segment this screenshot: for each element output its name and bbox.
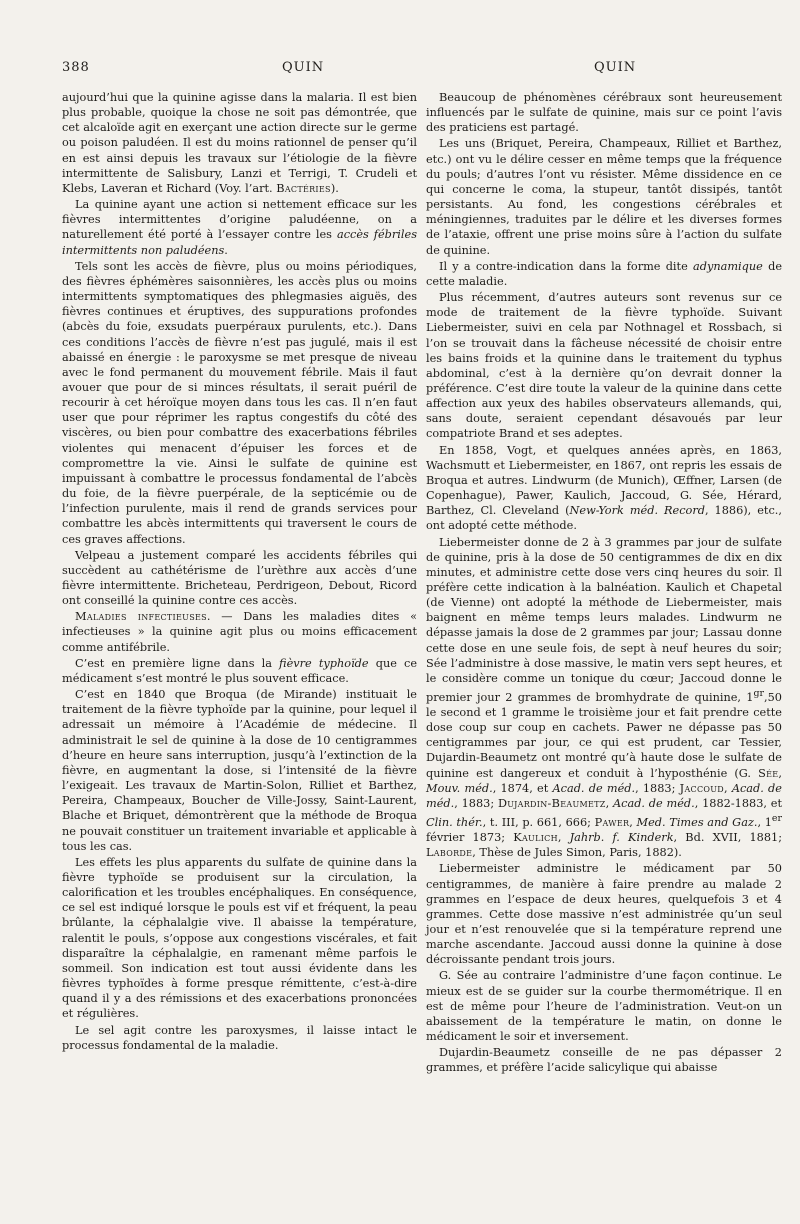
paragraph: Tels sont les accès de fièvre, plus ou moins périodiques, des fièvres éphémères saisonnières, les accès plus ou moins intermittents symptomatiques des phlegmasies aiguës, des fièvres continues et éruptives, des suppurations profondes (abcès du foie, exsudats puerpéraux purulents, etc.). Dans ces conditions l’accès de fièvre n’est pas jugulé, mais il est abaissé en énergie : le paroxysme se met presque de niveau avec le fond permanent du mouvement fébrile. Mais il faut avouer que pour de si minces résultats, il serait puéril de recourir à cet héroïque moyen dans tous les cas. Il n’en faut user que pour réprimer les raptus congestifs du côté des viscères, ou bien pour combattre des exacerbations fébriles violentes qui menacent d’épuiser les forces et de compromettre la vie. Ainsi le sulfate de quinine est impuissant à combattre le processus fondamental de l’abcès du foie, de la fièvre puerpérale, de la septicémie ou de l’infection purulente, mais il rend de grands services pour combattre les abcès intermittents qui traversent le cours de ces graves affections. <box>62 259 417 546</box>
page-number: 388 <box>62 60 90 75</box>
paragraph: Velpeau a justement comparé les accidents fébriles qui succèdent au cathétérisme de l’urèthre aux accès d’une fièvre intermittente. Bricheteau, Perdrigeon, Debout, Ricord ont conseillé la quinine contre ces accès. <box>62 548 417 608</box>
paragraph: Liebermeister administre le médicament par 50 centigrammes, de manière à faire prendre au malade 2 grammes en l’espace de deux heures, quelquefois 3 et 4 grammes. Cette dose massive n’est administrée qu’un seul jour et n’est renouvelée que si la température reprend une marche ascendante. Jaccoud aussi donne la quinine à dose décroissante pendant trois jours. <box>426 862 782 967</box>
paragraph: Liebermeister donne de 2 à 3 grammes par jour de sulfate de quinine, pris à la dose de 50 centigrammes de dix en dix minutes, et administre cette dose vers cinq heures du soir. Il préfère cette indication à la balnéation. Kaulich et Chapetal (de Vienne) ont adopté la méthode de Liebermeister, mais baignent en même temps leurs malades. Lindwurm ne dépasse jamais la dose de 2 grammes par jour; Lassau donne cette dose en une seule fois, de sept à neuf heures du soir; Sée l’administre à dose massive, le matin vers sept heures, et le considère comme un tonique du cœur; Jaccoud donne le premier jour 2 grammes de bromhydrate de quinine, $1^{gr},50$ le second et 1 gramme le troisième jour et fait prendre cette dose coup sur coup en cachets. Pawer ne dépasse pas 50 centigrammes par jour, ce qui est prudent, car Tessier, Dujardin-Beaumetz ont montré qu’à haute dose le sulfate de quinine est dangereux et conduit à l’hyposthénie (G. Sée, Mouv. méd., 1874, et Acad. de méd., 1883; Jaccoud, Acad. de méd., 1883; Dujardin-Beaumetz, Acad. de méd., 1882-1883, et Clin. thér., t. III, p. 661, 666; Pawer, Med. Times and Gaz., 1er février 1873; Kaulich, Jahrb. f. Kinderk, Bd. XVII, 1881; Laborde, Thèse de Jules Simon, Paris, 1882). <box>426 535 782 860</box>
paragraph: C’est en 1840 que Broqua (de Mirande) instituait le traitement de la fièvre typhoïde par la quinine, pour lequel il adressait un mémoire à l’Académie de médecine. Il administrait le sel de quinine à la dose de 10 centigrammes d’heure en heure sans interruption, jusqu’à l’extinction de la fièvre, en augmentant la dose, si l’intensité de la fièvre l’exigeait. Les travaux de Martin-Solon, Rilliet et Barthez, Pereira, Champeaux, Boucher de Ville-Jossy, Saint-Laurent, Blache et Briquet, démontrèrent que la méthode de Broqua ne pouvait constituer un traitement invariable et applicable à tous les cas. <box>62 688 417 853</box>
left-text-column <box>62 90 417 1053</box>
paragraph: G. Sée au contraire l’administre d’une façon continue. Le mieux est de se guider sur la courbe thermométrique. Il en est de même pour l’heure de l’administration. Veut-on un abaissement de la température le matin, on donne le médicament le soir et inversement. <box>426 969 782 1044</box>
paragraph: En 1858, Vogt, et quelques années après, en 1863, Wachsmutt et Liebermeister, en 1867, ont repris les essais de Broqua et autres. Lindwurm (de Munich), Œffner, Larsen (de Copenhague), Pawer, Kaulich, Jaccoud, G. Sée, Hérard, Barthez, Cl. Cleveland (New-York méd. Record, 1886), etc., ont adopté cette méthode. <box>426 443 782 533</box>
paragraph: Le sel agit contre les paroxysmes, il laisse intact le processus fondamental de la maladie. <box>62 1023 417 1052</box>
right-running-title: QUIN <box>594 60 637 75</box>
paragraph: Il y a contre-indication dans la forme dite adynamique de cette maladie. <box>426 259 783 288</box>
paragraph: Les uns (Briquet, Pereira, Champeaux, Rilliet et Barthez, etc.) ont vu le délire cesser en même temps que la fréquence du pouls; d’autres l’ont vu résister. Même dissidence en ce qui concerne le coma, la stupeur, tantôt dissipés, tantôt persistants. Au fond, les congestions cérébrales et méningiennes, traduites par le délire et les diverses formes de l’ataxie, offrent une prise moins sûre à l’action du sulfate de quinine. <box>426 137 782 257</box>
paragraph: Dujardin-Beaumetz conseille de ne pas dépasser 2 grammes, et préfère l’acide salicylique qui abaisse <box>426 1046 782 1075</box>
paragraph: Plus récemment, d’autres auteurs sont revenus sur ce mode de traitement de la fièvre typhoïde. Suivant Liebermeister, suivi en cela par Nothnagel et Rossbach, si l’on se trouvait dans la fâcheuse nécessité de choisir entre les bains froids et la quinine dans le traitement du typhus abdominal, c’est à la dernière qu’on devrait donner la préférence. C’est dire toute la valeur de la quinine dans cette affection aux yeux des habiles observateurs allemands, qui, sans doute, seraient cependant désavoués par leur compatriote Brand et ses adeptes. <box>426 291 782 441</box>
left-running-title: QUIN <box>282 60 325 75</box>
paragraph: C’est en première ligne dans la fièvre typhoïde que ce médicament s’est montré le plus souvent efficace. <box>62 656 418 685</box>
paragraph: La quinine ayant une action si nettement efficace sur les fièvres intermittentes d’origine paludéenne, on a naturellement été porté à l’essayer contre les accès fébriles intermittents non paludéens. <box>62 198 418 257</box>
paragraph: Beaucoup de phénomènes cérébraux sont heureusement influencés par le sulfate de quinine, mais sur ce point l’avis des praticiens est partagé. <box>426 91 782 135</box>
paragraph: aujourd’hui que la quinine agisse dans la malaria. Il est bien plus probable, quoique la chose ne soit pas démontrée, que cet alcaloïde agit en exerçant une action directe sur le germe ou poison paludéen. Il est du moins rationnel de penser qu’il en est ainsi depuis les travaux sur l’étiologie de la fièvre intermittente de Salisbury, Lanzi et Terrigi, T. Crudeli et Klebs, Laveran et Richard (Voy. l’art. Bactéries). <box>62 91 417 195</box>
running-header <box>62 60 756 80</box>
right-text-column <box>426 90 782 1076</box>
paragraph: Les effets les plus apparents du sulfate de quinine dans la fièvre typhoïde se produisent sur la circulation, la calorification et les troubles encéphaliques. En conséquence, ce sel est indiqué lorsque le pouls est vif et fréquent, la peau brûlante, la céphalalgie vive. Il abaisse la température, ralentit le pouls, s’oppose aux congestions viscérales, et fait disparaître la céphalalgie, en ramenant même parfois le sommeil. Son indication est tout aussi évidente dans les fièvres typhoïdes à forme presque rémittente, c’est-à-dire quand il y a des rémissions et des exacerbations prononcées et régulières. <box>62 855 417 1021</box>
paragraph: Maladies infectieuses. — Dans les maladies dites « infectieuses » la quinine agit plus ou moins efficacement comme antifébrile. <box>62 610 417 654</box>
